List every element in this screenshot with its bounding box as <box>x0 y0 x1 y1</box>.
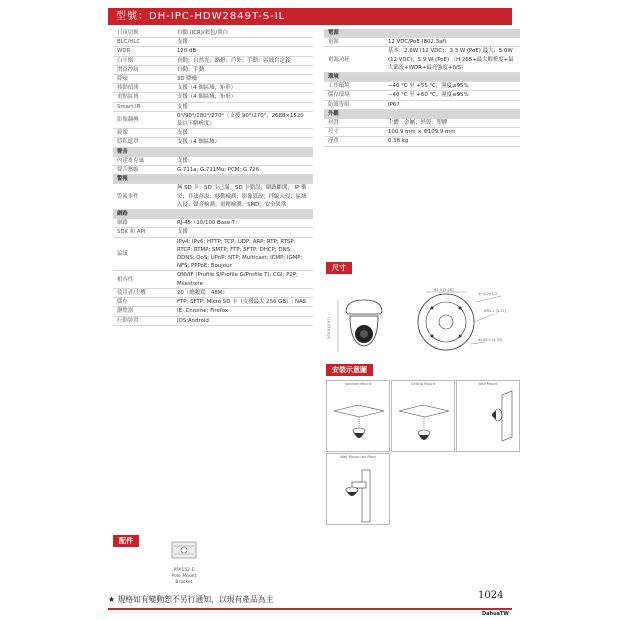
section-header-row <box>324 109 520 118</box>
mounting-diagrams <box>326 380 520 525</box>
spec-value: 0°/90°/180°/270°（支援 90°/270°，2688×1520 及以下解析度） <box>173 111 313 128</box>
spec-value: 12 VDC/PoE (802.3af) <box>384 38 520 47</box>
spec-value: 支援 <box>173 156 313 165</box>
spec-value: IE; Chrome; Firefox <box>173 307 313 316</box>
wall-mount-diagram <box>456 380 520 452</box>
spec-row <box>324 82 520 91</box>
spec-key: 日夜切換 <box>113 29 173 38</box>
spec-key: 防護等級 <box>324 100 384 109</box>
spec-value: 基本：2.6W (12 VDC)；3.3 W (PoE) 最大：5.0W (12 VDC)；5.9 W (PoE) （H.265+最大解析度+最大碼流+WDR+最亮強度+IVS） <box>384 47 520 73</box>
spec-key: 聲音壓縮 <box>113 166 173 175</box>
footer-divider <box>108 608 512 610</box>
spec-row <box>113 219 313 228</box>
spec-row <box>324 100 520 109</box>
wall-mount-icon <box>458 387 520 453</box>
spec-row <box>113 316 313 325</box>
spec-row <box>324 128 520 137</box>
pole-mount-icon <box>328 460 390 526</box>
spec-value: 主體：金屬；外殼：塑膠 <box>384 119 520 128</box>
spec-row <box>113 166 313 175</box>
section-header-row <box>113 147 313 156</box>
spec-key: 行動裝置 <box>113 316 173 325</box>
accessory-line: Pole Mount <box>171 574 197 579</box>
spec-value: iOS;Android <box>173 316 313 325</box>
spec-row <box>113 129 313 138</box>
spec-row <box>324 38 520 47</box>
section-header: 電源 <box>324 29 520 38</box>
spec-row <box>113 156 313 165</box>
spec-row <box>113 75 313 84</box>
spec-row <box>113 307 313 316</box>
spec-value: 支援 <box>173 129 313 138</box>
spec-value: 支援 <box>173 102 313 111</box>
spec-value: 支援 <box>173 38 313 47</box>
spec-value: 120 dB <box>173 47 313 56</box>
dim-height-label: 100.9 [3.97] <box>326 317 331 339</box>
spec-row <box>113 138 313 147</box>
spec-key: 相容性 <box>113 271 173 288</box>
spec-row <box>113 47 313 56</box>
spec-key: 隱私遮罩 <box>113 138 173 147</box>
spec-row <box>113 228 313 237</box>
ceiling-mount-diagram <box>391 380 455 452</box>
spec-value: 0.38 kg <box>384 137 520 146</box>
accessory-line: PFA152-E <box>173 568 195 573</box>
junction-mount-icon <box>328 387 390 453</box>
spec-row <box>113 29 313 38</box>
spec-key: 警報事件 <box>113 184 173 210</box>
spec-row <box>113 102 313 111</box>
section-header: 外觀 <box>324 109 520 118</box>
section-header-row <box>324 73 520 82</box>
spec-value: RJ-45（10/100 Base-T） <box>173 219 313 228</box>
spec-value: ONVIF (Profile S/Profile G/Profile T); CGI; P2P; Milestone <box>173 271 313 288</box>
spec-value: 支援（4 個區域） <box>173 138 313 147</box>
dim-hole-label: 4−4.2×5.2 <box>478 292 498 296</box>
spec-value: 自動；自然光；路燈；戶外；手動；區域自定義 <box>173 56 313 65</box>
model-title: 型號：DH-IPC-HDW2849T-S-IL <box>108 8 512 25</box>
mounting-tag: 安裝示意圖 <box>326 364 373 376</box>
spec-value: 無 SD 卡；SD 卡已滿；SD 卡錯誤；網路斷開； IP 衝突；非法存取；移動檢測；影像篡改；拌線入侵；區域入侵；聲音檢測；電壓檢測；SMD；安全異常 <box>173 184 313 210</box>
section-header-row <box>113 175 313 184</box>
dim-top-label: 83.3 [3.28] <box>434 288 454 292</box>
spec-row <box>113 84 313 93</box>
accessory-line: Bracket <box>175 580 193 585</box>
spec-key: 使用者/主機 <box>113 288 173 297</box>
spec-key: 網路 <box>113 219 173 228</box>
ceiling-mount-icon <box>393 387 455 453</box>
section-header-row <box>113 210 313 219</box>
spec-value: 自動 (ICR)/彩色/黑白 <box>173 29 313 38</box>
page-number: 1024 <box>478 590 504 601</box>
spec-key: 尺寸 <box>324 128 384 137</box>
spec-key: 內建麥克風 <box>113 156 173 165</box>
dimension-drawing <box>326 282 520 370</box>
mount-caption: Ceiling Mount <box>410 382 436 386</box>
section-header: 聲音 <box>113 147 313 156</box>
accessories-tag: 配件 <box>113 535 139 547</box>
spec-value: 支援 <box>173 228 313 237</box>
right-spec-table <box>324 29 520 147</box>
footer-note: ★ 規格如有變動恕不另行通知，以現有產品為主 <box>108 595 274 604</box>
spec-row <box>113 288 313 297</box>
spec-row <box>113 184 313 210</box>
spec-row <box>113 298 313 307</box>
left-spec-table <box>113 29 313 326</box>
spec-row <box>113 65 313 74</box>
spec-key: 重點區域 <box>113 93 173 102</box>
spec-value: 自動；手動 <box>173 65 313 74</box>
pole-mount-bracket-icon <box>166 538 202 564</box>
spec-row <box>324 119 520 128</box>
spec-key: 降噪 <box>113 75 173 84</box>
spec-key: BLC/HLC <box>113 38 173 47</box>
spec-value: IP67 <box>384 100 520 109</box>
spec-key: WDR <box>113 47 173 56</box>
accessory-caption <box>160 568 208 586</box>
spec-value: −40 °C 至 +55 °C，濕度≤95% <box>384 82 520 91</box>
spec-row <box>113 237 313 271</box>
mount-caption: Junction Mount <box>344 382 372 386</box>
spec-key: 材質 <box>324 119 384 128</box>
brand-name: DahuaTW <box>482 611 509 617</box>
section-header-row <box>324 29 520 38</box>
dim-dia-label: Φ94.2 [4.21] <box>484 309 507 313</box>
pole-mount-diagram <box>326 453 390 525</box>
spec-key: 鏡像 <box>113 129 173 138</box>
spec-value: 支援（4 個區域，矩形） <box>173 84 313 93</box>
spec-row <box>113 38 313 47</box>
dim-base-label: Φ109.9 [4.33] <box>478 338 503 342</box>
spec-key: 儲存環境 <box>324 91 384 100</box>
spec-row <box>324 91 520 100</box>
spec-key: 增益控制 <box>113 65 173 74</box>
section-header: 警報 <box>113 175 313 184</box>
spec-row <box>113 111 313 128</box>
mount-caption: Wall Mount <box>478 382 498 386</box>
mount-caption: Wall Mount (on Pole) <box>340 455 376 459</box>
spec-row <box>113 93 313 102</box>
spec-value: IPv4; IPv6; HTTP; TCP; UDP; ARP; RTP; RTSP; RTCP; RTMP; SMTP; FTP; SFTP; DHCP; DNS; DDNS; QoS; UPnP; NTP; Multicast; ICMP; IGMP; NFS; PPPoE; Boujour <box>173 237 313 271</box>
section-header: 網路 <box>113 210 313 219</box>
spec-key: 淨重 <box>324 137 384 146</box>
spec-value: −40 °C 至 +60 °C，濕度≤95% <box>384 91 520 100</box>
spec-key: 影像翻轉 <box>113 111 173 128</box>
spec-value: 支援（4 個區域，矩形） <box>173 93 313 102</box>
section-header: 環境 <box>324 73 520 82</box>
spec-row <box>113 271 313 288</box>
spec-key: 移動偵測 <box>113 84 173 93</box>
spec-value: 20（總頻寬：48M） <box>173 288 313 297</box>
spec-value: FTP; SFTP; Micro SD 卡（支援最大 256 GB）; NAS <box>173 298 313 307</box>
spec-row <box>324 137 520 146</box>
spec-key: 電源 <box>324 38 384 47</box>
spec-key: SDK 和 API <box>113 228 173 237</box>
spec-key: Smart IR <box>113 102 173 111</box>
spec-row <box>324 47 520 73</box>
spec-row <box>113 56 313 65</box>
spec-value: 3D 降噪 <box>173 75 313 84</box>
dimensions-tag: 尺寸 <box>326 262 352 274</box>
spec-key: 瀏覽器 <box>113 307 173 316</box>
spec-key: 白平衡 <box>113 56 173 65</box>
spec-value: G.711a; G.711Mu; PCM; G.726 <box>173 166 313 175</box>
spec-key: 電源功耗 <box>324 47 384 73</box>
spec-value: 100.9 mm × Φ109.9 mm <box>384 128 520 137</box>
spec-key: 工作環境 <box>324 82 384 91</box>
spec-key: 協議 <box>113 237 173 271</box>
spec-key: 儲存 <box>113 298 173 307</box>
junction-mount-diagram <box>326 380 390 452</box>
